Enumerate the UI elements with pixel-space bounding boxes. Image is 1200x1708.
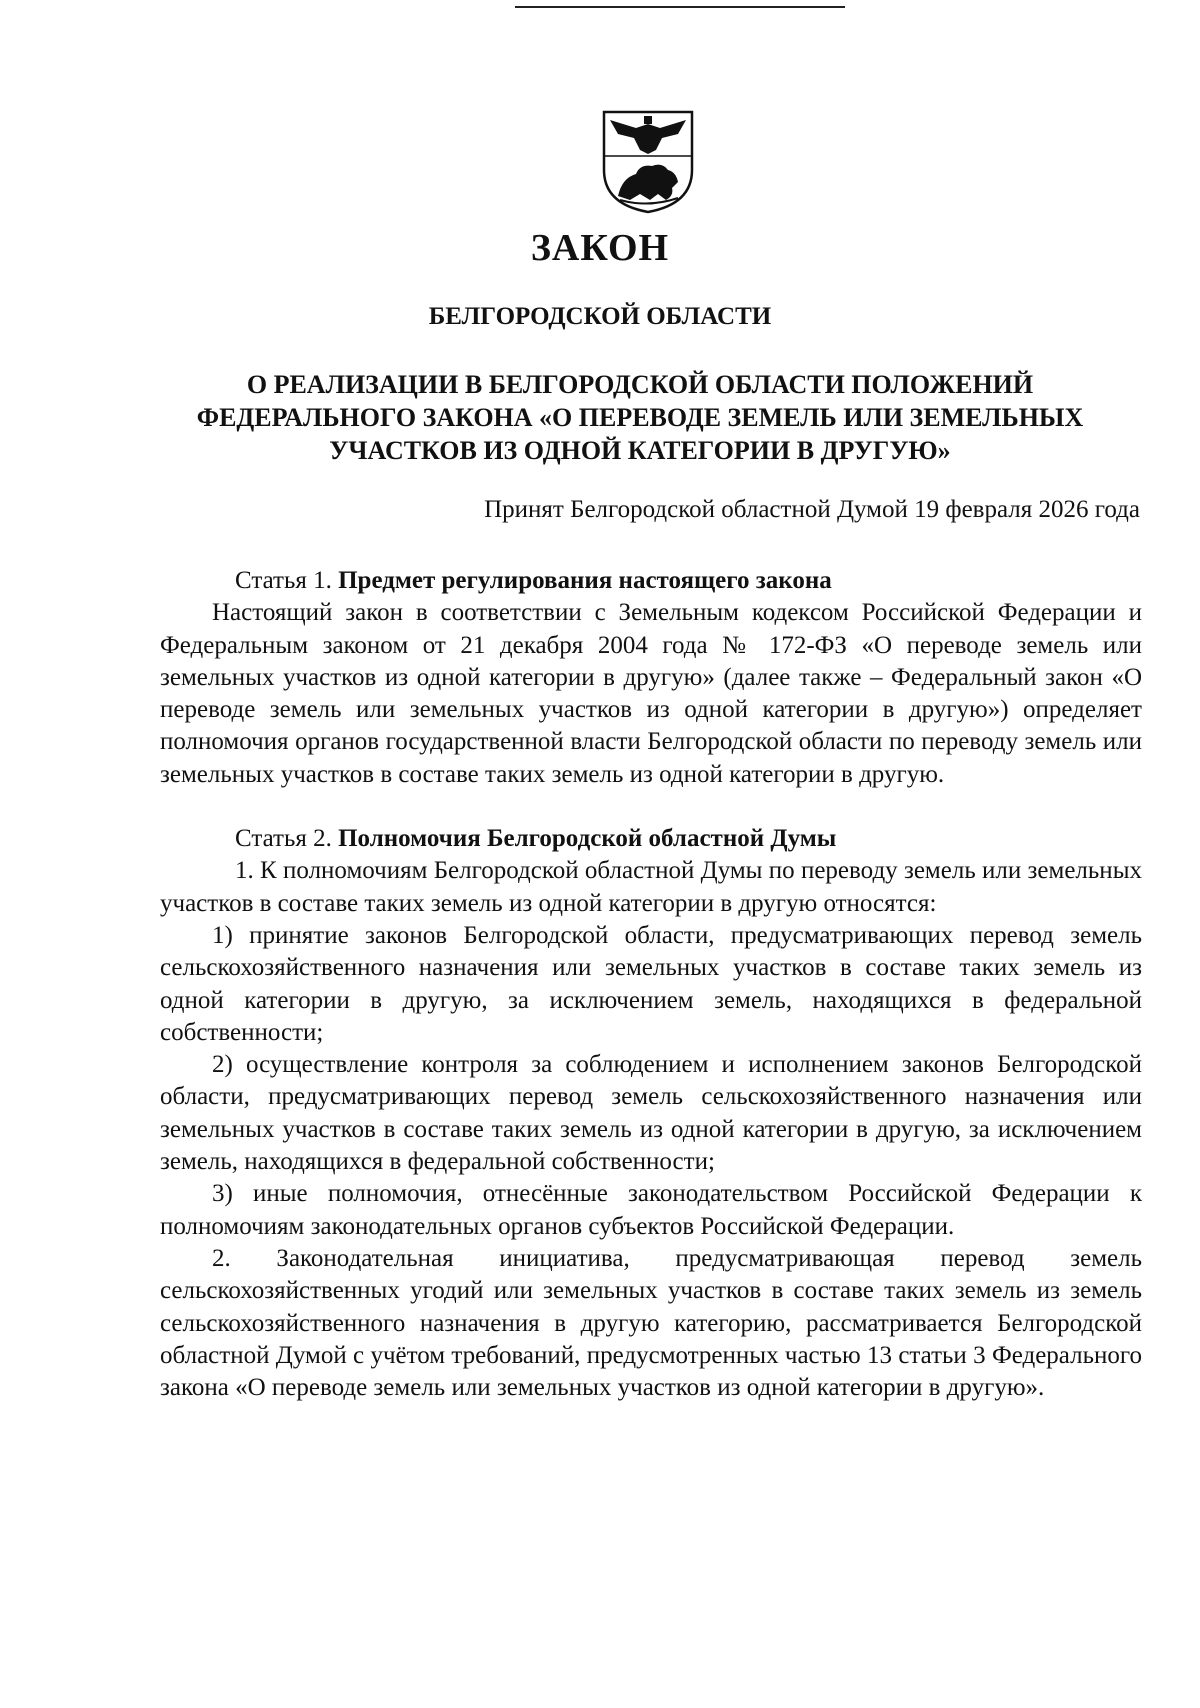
article-1-title: Предмет регулирования настоящего закона [338,567,832,594]
coat-of-arms-icon [600,108,696,216]
law-title: ЗАКОН [530,227,670,269]
article-2-item-3: 3) иные полномочия, отнесённые законодательством Российской Федерации к полномочиям законодательных органов субъектов Российской Федерации. [160,1180,1142,1240]
region-name: БЕЛГОРОДСКОЙ ОБЛАСТИ [428,303,772,330]
article-1-label: Статья 1. [235,567,339,594]
article-2-label: Статья 2. [235,825,339,853]
article-2-part-2: 2. Законодательная инициатива, предусматривающая перевод земель сельскохозяйственных угодий или земельных участков в составе таких земель из земель сельскохозяйственного назначения в другую категорию, рассматривается Белгородской областной Думой с учётом требований, предусмотренных частью 13 статьи 3 Федерального закона «О переводе земель или земельных участков из одной категории в другую». [160,1244,1142,1402]
article-2-title: Полномочия Белгородской областной Думы [338,825,837,853]
adoption-note: Принят Белгородской областной Думой 19 февраля 2026 года [484,496,1140,523]
article-2-part-1: 1. К полномочиям Белгородской областной Думы по переводу земель или земельных участков в составе таких земель из одной категории в другую относятся: [160,857,1142,917]
top-rule [515,6,845,8]
article-2-item-2: 2) осуществление контроля за соблюдением и исполнением законов Белгородской области, предусматривающих перевод земель сельскохозяйственного назначения или земельных участков в составе таких земель из одной категории в другую, за исключением земель, находящихся в федеральной собственности; [160,1051,1142,1176]
article-2-item-1: 1) принятие законов Белгородской области, предусматривающих перевод земель сельскохозяйственного назначения или земельных участков в составе таких земель из одной категории в другую, за исключением земель, находящихся в федеральной собственности; [160,921,1142,1046]
article-2-heading [160,823,1142,855]
spacer [160,791,1142,823]
article-1-text: Настоящий закон в соответствии с Земельным кодексом Российской Федерации и Федеральным законом от 21 декабря 2004 года № 172-ФЗ «О переводе земель или земельных участков из одной категории в другую» (далее также – Федеральный закон «О переводе земель или земельных участков из одной категории в другую») определяет полномочия органов государственной власти Белгородской области по переводу земель или земельных участков в составе таких земель из одной категории в другую. [160,599,1142,788]
law-body [160,565,1142,1404]
article-1-heading [160,565,1142,597]
law-subject-title: О РЕАЛИЗАЦИИ В БЕЛГОРОДСКОЙ ОБЛАСТИ ПОЛОЖЕНИЙ ФЕДЕРАЛЬНОГО ЗАКОНА «О ПЕРЕВОДЕ ЗЕМЕЛЬ ИЛИ ЗЕМЕЛЬНЫХ УЧАСТКОВ ИЗ ОДНОЙ КАТЕГОРИИ В ДРУГУЮ» [196,370,1084,465]
